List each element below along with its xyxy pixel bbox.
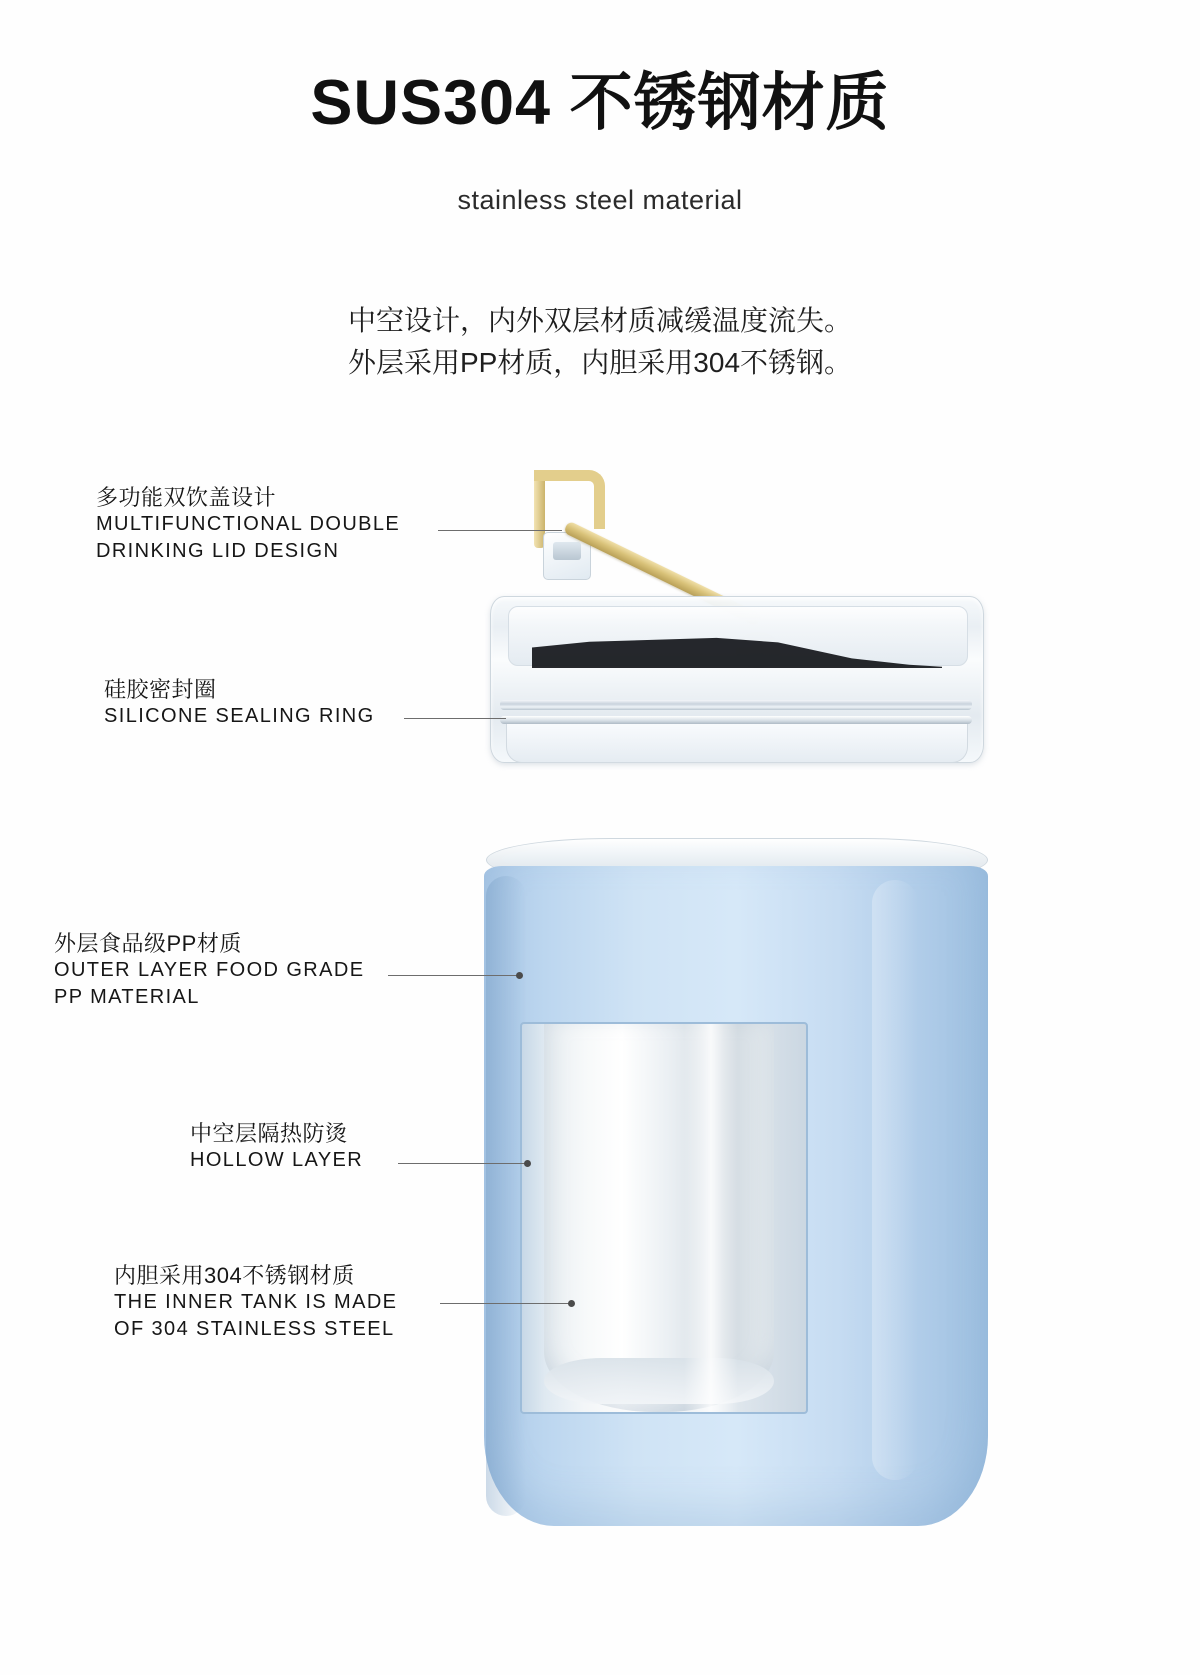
leader-dot-outer: [516, 972, 523, 979]
callout-seal: [104, 676, 375, 730]
callout-outer-en-line2: PP MATERIAL: [54, 986, 200, 1008]
callout-outer-en-line1: OUTER LAYER FOOD GRADE: [54, 959, 365, 981]
leader-line-seal: [404, 718, 506, 719]
callout-hollow-en-line1: HOLLOW LAYER: [190, 1149, 364, 1171]
cup-cutaway-window: [520, 1022, 808, 1414]
callout-hollow-cn: 中空层隔热防烫: [190, 1121, 348, 1146]
callout-lid-cn: 多功能双饮盖设计: [96, 485, 277, 510]
leader-dot-inner: [568, 1300, 575, 1307]
cup-right-highlight: [872, 880, 918, 1480]
silicone-sealing-ring-upper: [500, 700, 972, 710]
description-line-1: 中空设计，内外双层材质减缓温度流失。: [347, 305, 852, 336]
leader-line-inner: [440, 1303, 572, 1304]
page-title-cn: SUS304 不锈钢材质: [310, 68, 890, 138]
leader-line-lid: [438, 530, 562, 531]
leader-line-hollow: [398, 1163, 526, 1164]
description-line-2: 外层采用PP材质，内胆采用304不锈钢。: [347, 347, 853, 378]
callout-outer-cn: 外层食品级PP材质: [54, 931, 242, 956]
callout-inner-cn: 内胆采用304不锈钢材质: [114, 1263, 355, 1288]
callout-outer: [54, 930, 364, 1011]
callout-inner-en-line1: THE INNER TANK IS MADE: [114, 1291, 398, 1313]
callout-inner: [114, 1262, 397, 1343]
inner-stainless-tank: [544, 1024, 774, 1412]
silicone-sealing-ring-lower: [500, 716, 972, 724]
inner-tank-bottom: [544, 1358, 774, 1404]
leader-dot-hollow: [524, 1160, 531, 1167]
drinking-lid-skirt: [506, 724, 968, 763]
callout-seal-cn: 硅胶密封圈: [104, 677, 217, 702]
leader-line-outer: [388, 975, 520, 976]
callout-lid-en-line2: DRINKING LID DESIGN: [96, 540, 340, 562]
page-title-en: stainless steel material: [457, 185, 743, 215]
callout-seal-en-line1: SILICONE SEALING RING: [104, 705, 375, 727]
callout-inner-en-line2: OF 304 STAINLESS STEEL: [114, 1318, 395, 1340]
callout-lid: [96, 484, 400, 565]
callout-hollow: [190, 1120, 363, 1174]
inner-tank-sheen: [684, 1024, 738, 1412]
lid-handle-hook-icon: [534, 470, 605, 529]
callout-lid-en-line1: MULTIFUNCTIONAL DOUBLE: [96, 513, 401, 535]
